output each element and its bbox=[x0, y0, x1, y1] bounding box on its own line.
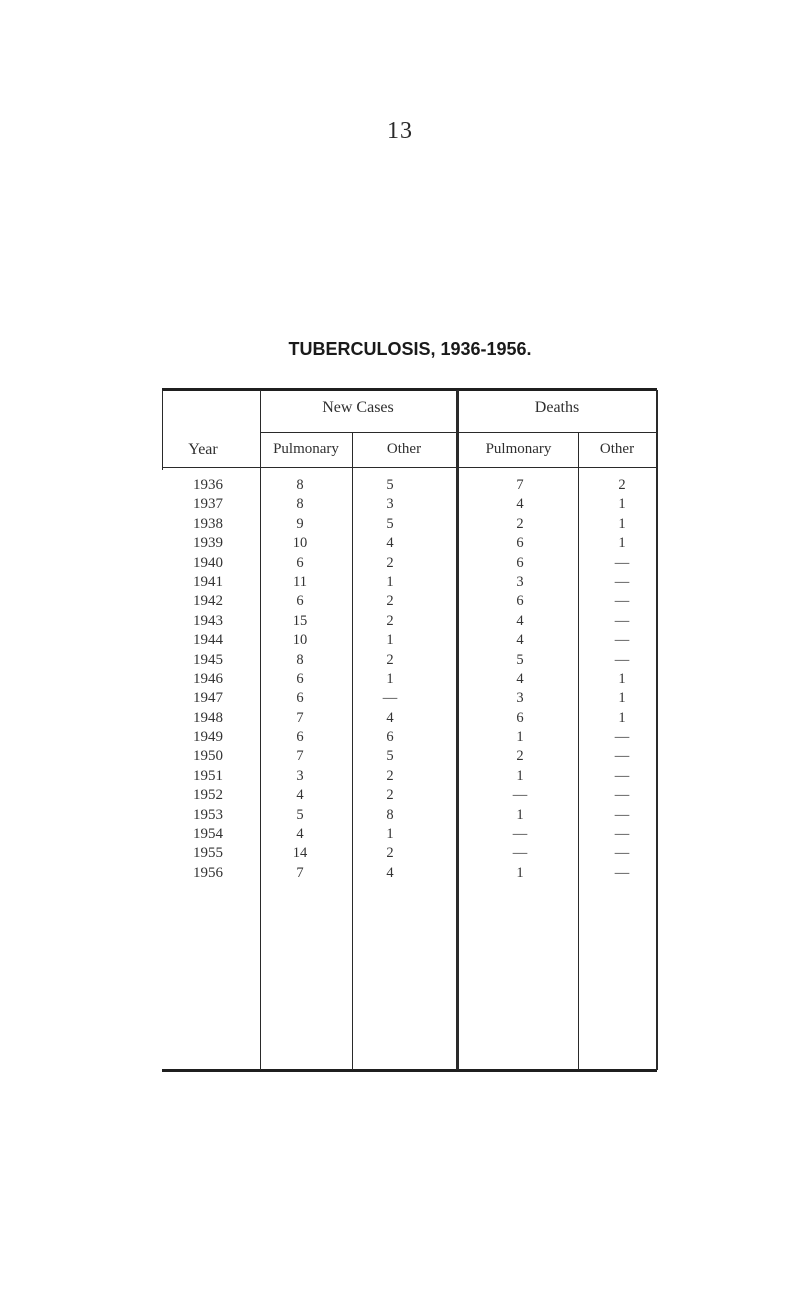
table-row bbox=[162, 534, 657, 553]
deaths-other-cell: — bbox=[614, 787, 630, 804]
year-cell: 1956 bbox=[193, 864, 223, 881]
new-pulmonary-cell: 9 bbox=[296, 515, 304, 532]
new-other-cell: 2 bbox=[386, 612, 394, 629]
header-year: Year bbox=[188, 441, 218, 458]
new-pulmonary-cell: 6 bbox=[296, 670, 304, 687]
table-row bbox=[162, 689, 657, 708]
deaths-pulmonary-cell: 3 bbox=[516, 690, 524, 707]
table-row bbox=[162, 709, 657, 728]
deaths-other-cell: — bbox=[614, 748, 630, 765]
deaths-pulmonary-cell: 6 bbox=[516, 709, 524, 726]
new-other-cell: 2 bbox=[386, 554, 394, 571]
year-cell: 1942 bbox=[193, 593, 223, 610]
table-row bbox=[162, 767, 657, 786]
new-other-cell: 6 bbox=[386, 729, 394, 746]
new-other-cell: 2 bbox=[386, 593, 394, 610]
page-title: TUBERCULOSIS, 1936-1956. bbox=[288, 339, 532, 359]
deaths-pulmonary-cell: — bbox=[512, 845, 528, 862]
deaths-other-cell: — bbox=[614, 729, 630, 746]
table-row bbox=[162, 728, 657, 747]
new-other-cell: 5 bbox=[386, 748, 394, 765]
new-pulmonary-cell: 11 bbox=[293, 573, 307, 590]
table-row bbox=[162, 864, 657, 883]
deaths-pulmonary-cell: 2 bbox=[516, 748, 524, 765]
new-pulmonary-cell: 14 bbox=[292, 845, 308, 862]
deaths-other-cell: — bbox=[614, 632, 630, 649]
year-cell: 1940 bbox=[193, 554, 223, 571]
table-row bbox=[162, 592, 657, 611]
deaths-other-cell: 1 bbox=[618, 535, 626, 552]
deaths-other-cell: 1 bbox=[618, 496, 626, 513]
new-other-cell: 3 bbox=[386, 496, 394, 513]
new-pulmonary-cell: 6 bbox=[296, 729, 304, 746]
new-other-cell: 1 bbox=[386, 826, 394, 843]
deaths-pulmonary-cell: 1 bbox=[516, 806, 524, 823]
deaths-pulmonary-cell: 6 bbox=[516, 554, 524, 571]
deaths-other-cell: — bbox=[614, 864, 630, 881]
deaths-pulmonary-cell: — bbox=[512, 787, 528, 804]
table-row bbox=[162, 825, 657, 844]
table-body bbox=[162, 476, 657, 883]
deaths-pulmonary-cell: 4 bbox=[516, 496, 524, 513]
table-row bbox=[162, 495, 657, 514]
year-cell: 1951 bbox=[193, 767, 223, 784]
new-pulmonary-cell: 8 bbox=[296, 651, 304, 668]
deaths-pulmonary-cell: 3 bbox=[516, 573, 524, 590]
new-other-cell: — bbox=[382, 690, 398, 707]
table-row bbox=[162, 806, 657, 825]
new-other-cell: 4 bbox=[386, 709, 394, 726]
table-row bbox=[162, 747, 657, 766]
deaths-pulmonary-cell: — bbox=[512, 826, 528, 843]
table-top-border bbox=[162, 388, 657, 391]
page-number: 13 bbox=[387, 118, 413, 144]
new-pulmonary-cell: 8 bbox=[296, 477, 304, 493]
new-pulmonary-cell: 7 bbox=[296, 864, 304, 881]
new-pulmonary-cell: 6 bbox=[296, 554, 304, 571]
new-other-cell: 5 bbox=[386, 515, 394, 532]
table-row bbox=[162, 476, 657, 495]
new-pulmonary-cell: 15 bbox=[292, 612, 308, 629]
new-pulmonary-cell: 3 bbox=[296, 767, 304, 784]
deaths-pulmonary-cell: 4 bbox=[516, 632, 524, 649]
deaths-pulmonary-cell: 2 bbox=[516, 515, 524, 532]
new-other-cell: 2 bbox=[386, 651, 394, 668]
deaths-pulmonary-cell: 1 bbox=[516, 767, 524, 784]
deaths-other-cell: 1 bbox=[618, 690, 626, 707]
year-cell: 1939 bbox=[193, 535, 223, 552]
deaths-pulmonary-cell: 5 bbox=[516, 651, 524, 668]
year-cell: 1949 bbox=[193, 729, 223, 746]
new-other-cell: 1 bbox=[386, 573, 394, 590]
year-cell: 1946 bbox=[193, 670, 223, 687]
year-cell: 1952 bbox=[193, 787, 223, 804]
new-other-cell: 2 bbox=[386, 787, 394, 804]
year-cell: 1947 bbox=[193, 690, 223, 707]
new-pulmonary-cell: 10 bbox=[292, 535, 308, 552]
header-divider-top bbox=[260, 432, 658, 433]
new-other-cell: 2 bbox=[386, 767, 394, 784]
deaths-pulmonary-cell: 4 bbox=[516, 670, 524, 687]
table-row bbox=[162, 573, 657, 592]
deaths-other-cell: — bbox=[614, 806, 630, 823]
new-pulmonary-cell: 4 bbox=[296, 826, 304, 843]
deaths-other-cell: — bbox=[614, 826, 630, 843]
new-pulmonary-cell: 4 bbox=[296, 787, 304, 804]
new-other-cell: 4 bbox=[386, 864, 394, 881]
year-cell: 1953 bbox=[193, 806, 223, 823]
table-row bbox=[162, 612, 657, 631]
table-row bbox=[162, 554, 657, 573]
deaths-other-cell: — bbox=[614, 554, 630, 571]
deaths-pulmonary-cell: 6 bbox=[516, 535, 524, 552]
table-row bbox=[162, 515, 657, 534]
deaths-other-cell: 1 bbox=[618, 670, 626, 687]
year-cell: 1943 bbox=[193, 612, 223, 629]
new-other-cell: 1 bbox=[386, 632, 394, 649]
table-row bbox=[162, 651, 657, 670]
header-deaths-pulmonary: Pulmonary bbox=[485, 441, 552, 457]
header-new-pulmonary: Pulmonary bbox=[273, 441, 339, 457]
new-other-cell: 8 bbox=[386, 806, 394, 823]
deaths-pulmonary-cell: 1 bbox=[516, 864, 524, 881]
deaths-other-cell: — bbox=[614, 845, 630, 862]
deaths-other-cell: — bbox=[614, 573, 630, 590]
new-pulmonary-cell: 6 bbox=[296, 690, 304, 707]
header-deaths-other: Other bbox=[599, 441, 635, 457]
deaths-pulmonary-cell: 4 bbox=[516, 612, 524, 629]
year-cell: 1954 bbox=[193, 826, 223, 843]
deaths-pulmonary-cell: 1 bbox=[516, 729, 524, 746]
year-cell: 1945 bbox=[193, 651, 223, 668]
new-pulmonary-cell: 7 bbox=[296, 709, 304, 726]
deaths-other-cell: 1 bbox=[618, 709, 626, 726]
deaths-other-cell: — bbox=[614, 651, 630, 668]
new-pulmonary-cell: 7 bbox=[296, 748, 304, 765]
header-new-cases: New Cases bbox=[322, 399, 394, 416]
new-pulmonary-cell: 5 bbox=[296, 806, 304, 823]
new-other-cell: 4 bbox=[386, 535, 394, 552]
year-cell: 1948 bbox=[193, 709, 223, 726]
year-cell: 1937 bbox=[193, 496, 223, 513]
table-row bbox=[162, 631, 657, 650]
year-cell: 1950 bbox=[193, 748, 223, 765]
table-row bbox=[162, 844, 657, 863]
year-cell: 1936 bbox=[193, 477, 223, 493]
deaths-other-cell: — bbox=[614, 767, 630, 784]
new-pulmonary-cell: 10 bbox=[292, 632, 308, 649]
header-deaths: Deaths bbox=[534, 399, 580, 416]
new-pulmonary-cell: 6 bbox=[296, 593, 304, 610]
new-other-cell: 1 bbox=[386, 670, 394, 687]
header-new-other: Other bbox=[386, 441, 422, 457]
deaths-pulmonary-cell: 7 bbox=[516, 477, 524, 493]
table-bottom-border bbox=[162, 1069, 657, 1072]
deaths-other-cell: 1 bbox=[618, 515, 626, 532]
new-other-cell: 5 bbox=[386, 477, 394, 493]
year-cell: 1955 bbox=[193, 845, 223, 862]
year-cell: 1938 bbox=[193, 515, 223, 532]
new-other-cell: 2 bbox=[386, 845, 394, 862]
table-row bbox=[162, 786, 657, 805]
header-divider-bottom bbox=[162, 467, 658, 468]
deaths-pulmonary-cell: 6 bbox=[516, 593, 524, 610]
year-cell: 1941 bbox=[193, 573, 223, 590]
deaths-other-cell: — bbox=[614, 612, 630, 629]
new-pulmonary-cell: 8 bbox=[296, 496, 304, 513]
year-cell: 1944 bbox=[193, 632, 223, 649]
table-row bbox=[162, 670, 657, 689]
deaths-other-cell: 2 bbox=[618, 477, 626, 493]
deaths-other-cell: — bbox=[614, 593, 630, 610]
